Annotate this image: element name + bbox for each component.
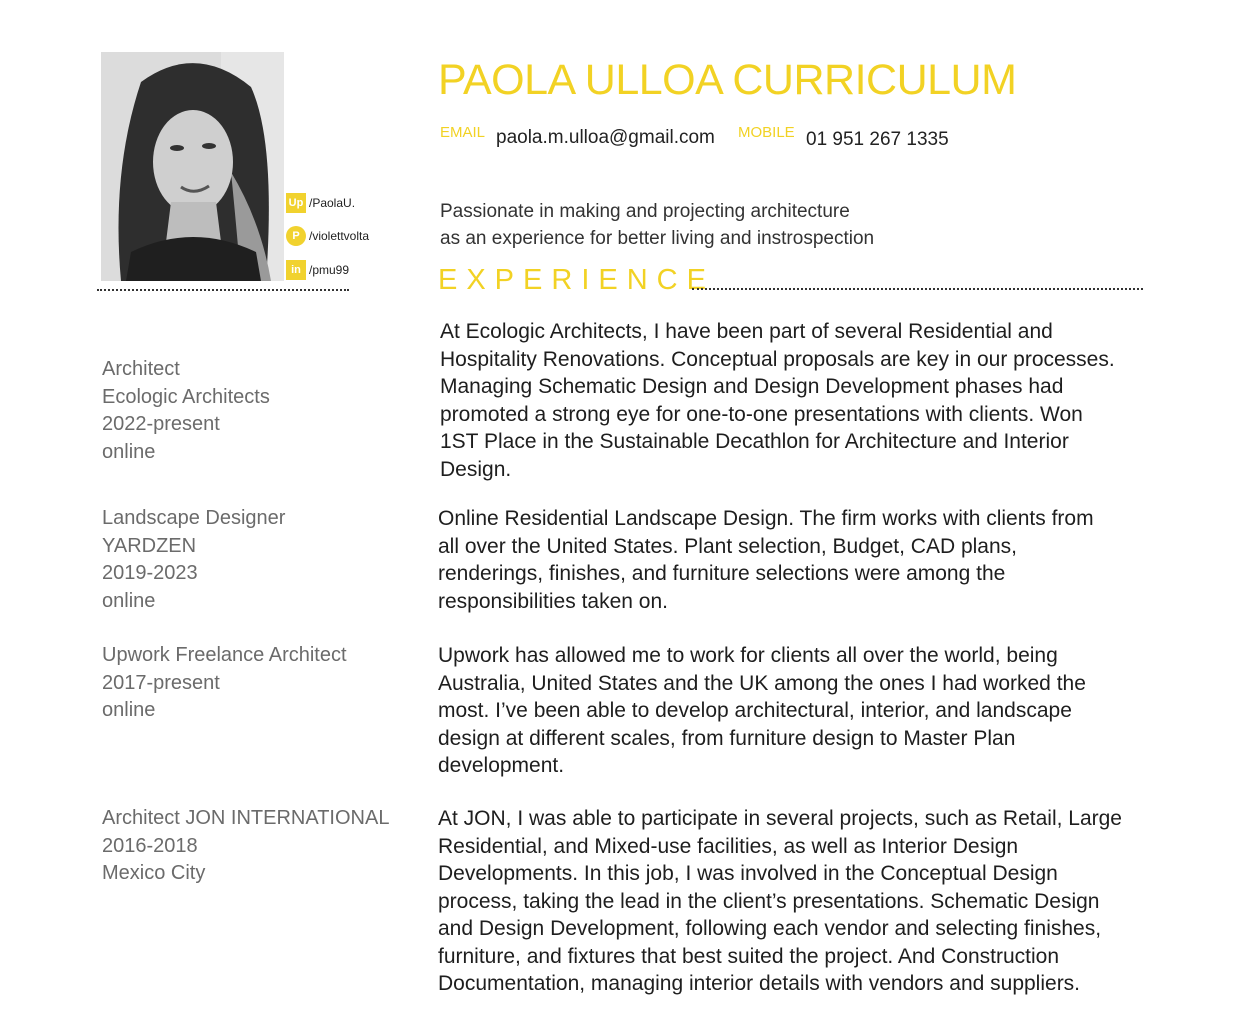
desc-line: responsibilities taken on.	[438, 589, 668, 613]
job-meta	[102, 642, 347, 725]
desc-line: all over the United States. Plant selection, Budget, CAD plans,	[438, 534, 1017, 558]
desc-line: Hospitality Renovations. Conceptual proposals are key in our processes.	[440, 347, 1115, 371]
job-title: Architect	[102, 358, 180, 380]
desc-line: development.	[438, 754, 565, 777]
job-meta	[102, 805, 389, 888]
job-dates: 2022-present	[102, 413, 220, 435]
job-description	[440, 318, 1115, 483]
job-description	[438, 642, 1086, 780]
tagline-line: as an experience for better living and instrospection	[440, 228, 875, 249]
mobile-label: MOBILE	[738, 124, 795, 141]
desc-line: furniture, and fixtures that best suited the project. And Construction	[438, 944, 1060, 968]
desc-line: Australia, United States and the UK among the ones I had worked the	[438, 671, 1086, 695]
desc-line: At Ecologic Architects, I have been part of several Residential and	[440, 320, 1053, 343]
desc-line: renderings, finishes, and furniture selections were among the	[438, 562, 1006, 585]
linkedin-icon: in	[286, 260, 306, 280]
job-title: Architect JON INTERNATIONAL	[102, 807, 390, 829]
desc-line: Documentation, managing interior details with vendors and suppliers.	[438, 972, 1081, 995]
pinterest-icon: P	[286, 226, 306, 246]
divider-left	[97, 289, 349, 291]
desc-line: Upwork has allowed me to work for clients all over the world, being	[438, 644, 1058, 667]
desc-line: Online Residential Landscape Design. The firm works with clients from	[438, 507, 1094, 530]
job-location: online	[102, 699, 156, 721]
desc-line: At JON, I was able to participate in several projects, such as Retail, Large	[438, 807, 1122, 830]
desc-line: Developments. In this job, I was involved in the Conceptual Design	[438, 862, 1058, 885]
job-description	[438, 505, 1094, 615]
job-dates: 2019-2023	[102, 562, 198, 584]
job-meta	[102, 505, 285, 615]
email-value[interactable]: paola.m.ulloa@gmail.com	[496, 127, 715, 148]
job-company: Ecologic Architects	[102, 385, 270, 408]
job-dates: 2016-2018	[102, 834, 198, 857]
job-company: YARDZEN	[102, 534, 197, 557]
job-location: online	[102, 589, 156, 612]
mobile-value[interactable]: 01 951 267 1335	[806, 129, 949, 150]
social-pinterest[interactable]	[286, 226, 369, 246]
page-title: PAOLA ULLOA CURRICULUM	[438, 56, 1017, 104]
social-handle: /violettvolta	[309, 229, 370, 243]
job-dates: 2017-present	[102, 671, 220, 694]
desc-line: promoted a strong eye for one-to-one presentations with clients. Won	[440, 402, 1083, 426]
desc-line: process, taking the lead in the client’s presentations. Schematic Design	[438, 889, 1100, 913]
job-location: online	[102, 440, 156, 463]
job-location: Mexico City	[102, 862, 206, 884]
divider-right	[692, 288, 1143, 290]
job-description	[438, 805, 1122, 998]
social-handle: /PaolaU.	[309, 196, 356, 210]
job-title: Landscape Designer	[102, 507, 286, 529]
desc-line: 1ST Place in the Sustainable Decathlon for Architecture and Interior	[440, 430, 1069, 453]
desc-line: Design.	[440, 457, 512, 481]
desc-line: Managing Schematic Design and Design Development phases had	[440, 375, 1064, 398]
tagline	[440, 198, 874, 252]
experience-heading: EXPERIENCE	[438, 264, 715, 296]
desc-line: and Design Development, following each vendor and selecting finishes,	[438, 917, 1102, 940]
desc-line: Residential, and Mixed-use facilities, as well as Interior Design	[438, 834, 1019, 858]
email-label: EMAIL	[440, 124, 486, 141]
tagline-line: Passionate in making and projecting architecture	[440, 201, 850, 222]
desc-line: most. I’ve been able to develop architectural, interior, and landscape	[438, 699, 1072, 722]
job-meta	[102, 356, 270, 466]
social-handle: /pmu99	[309, 263, 350, 277]
social-linkedin[interactable]	[286, 260, 349, 280]
profile-photo	[101, 52, 284, 281]
desc-line: design at different scales, from furniture design to Master Plan	[438, 726, 1016, 750]
upwork-icon: Up	[286, 193, 306, 213]
job-title: Upwork Freelance Architect	[102, 644, 347, 666]
social-upwork[interactable]	[286, 193, 355, 213]
